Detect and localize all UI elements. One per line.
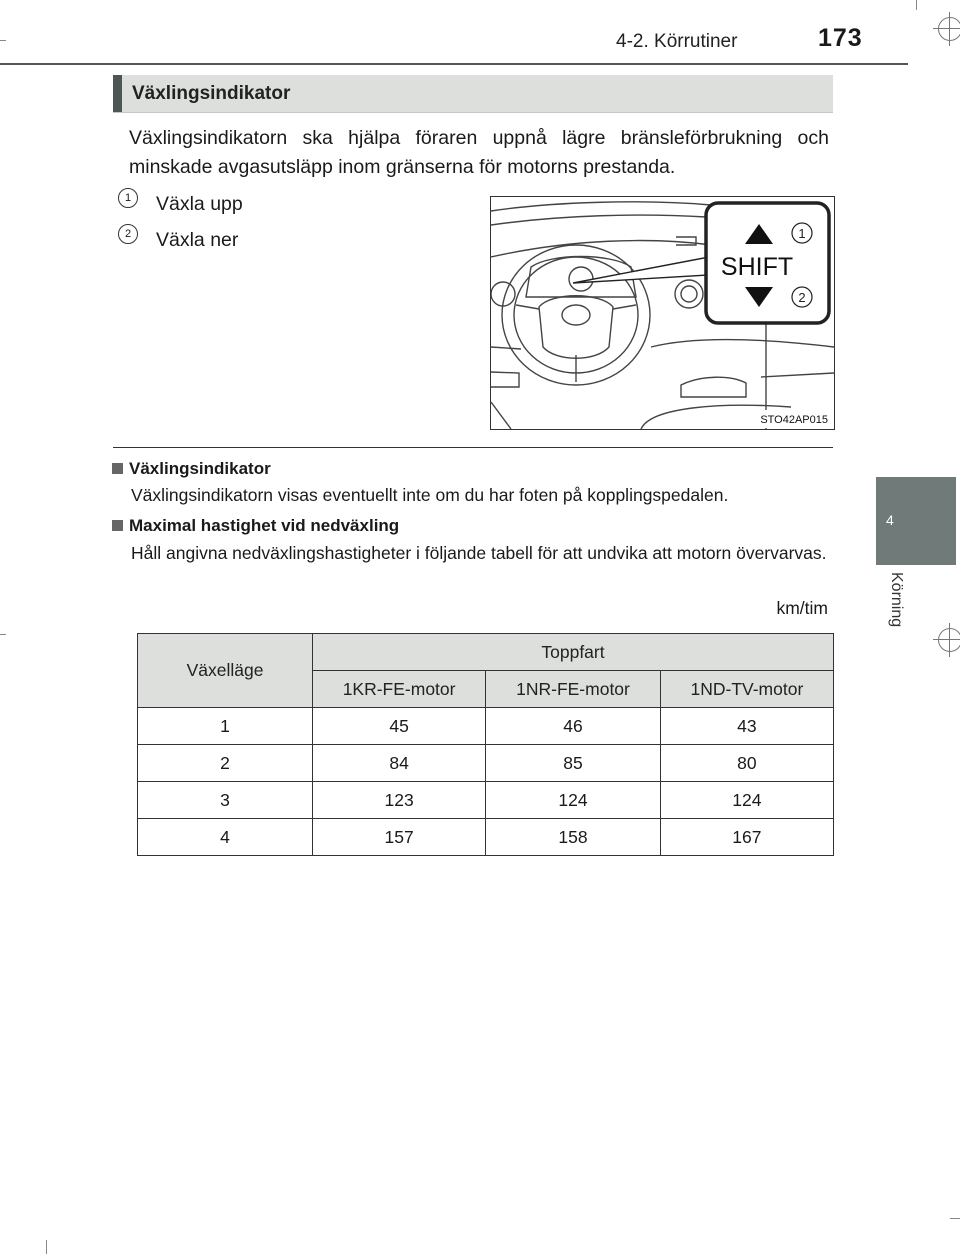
column-header-engine: 1NR-FE-motor <box>486 671 661 708</box>
table-cell: 157 <box>313 819 486 856</box>
crop-mark <box>0 40 6 41</box>
section-title-bar <box>113 75 833 113</box>
section-title: Växlingsindikator <box>132 83 291 104</box>
table-row <box>138 708 834 745</box>
chapter-title: Körning <box>888 572 905 628</box>
table-cell: 1 <box>138 708 313 745</box>
column-header-engine: 1KR-FE-motor <box>313 671 486 708</box>
illustration-code: STO42AP015 <box>760 414 828 426</box>
table-cell: 43 <box>660 708 833 745</box>
table-row <box>138 745 834 782</box>
table-cell: 124 <box>486 782 661 819</box>
note-text: Växlingsindikatorn visas eventuellt inte om du har foten på kopplingspedalen. <box>131 485 729 505</box>
crop-mark <box>0 634 6 635</box>
note-text: Håll angivna nedväxlingshastigheter i följande tabell för att undvika att motorn övervarvas. <box>131 543 827 563</box>
item-label: Växla upp <box>156 193 243 215</box>
section-label: 4-2. Körrutiner <box>616 31 738 52</box>
intro-paragraph: Växlingsindikatorn ska hjälpa föraren uppnå lägre bränsleförbrukning och minskade avgasutsläpp inom gränserna för motorns prestanda. <box>129 127 829 178</box>
section-divider <box>113 447 833 448</box>
note-heading-text: Växlingsindikator <box>129 459 271 478</box>
item-label: Växla ner <box>156 229 239 251</box>
dashboard-drawing <box>491 197 834 429</box>
table-cell: 167 <box>660 819 833 856</box>
table-cell: 85 <box>486 745 661 782</box>
table-cell: 46 <box>486 708 661 745</box>
table-cell: 3 <box>138 782 313 819</box>
table-row <box>138 782 834 819</box>
table-cell: 45 <box>313 708 486 745</box>
crop-mark <box>950 1218 960 1219</box>
column-header-gear: Växelläge <box>138 634 313 708</box>
dashboard-illustration <box>490 196 835 430</box>
crop-mark <box>46 1240 47 1254</box>
note-heading-text: Maximal hastighet vid nedväxling <box>129 516 400 535</box>
callout-badge: 1 <box>118 188 138 208</box>
table-cell: 80 <box>660 745 833 782</box>
table-cell: 4 <box>138 819 313 856</box>
square-bullet-icon <box>112 520 123 531</box>
header-rule <box>0 63 908 65</box>
page-number: 173 <box>818 24 863 52</box>
table-cell: 84 <box>313 745 486 782</box>
title-marker <box>113 75 122 112</box>
downshift-speed-table <box>137 633 834 856</box>
registration-mark <box>938 628 960 652</box>
table-cell: 2 <box>138 745 313 782</box>
table-cell: 123 <box>313 782 486 819</box>
callout-badge: 2 <box>118 224 138 244</box>
note-heading <box>112 516 399 536</box>
table-cell: 124 <box>660 782 833 819</box>
crop-mark <box>916 0 917 10</box>
note-heading <box>112 459 271 479</box>
square-bullet-icon <box>112 463 123 474</box>
table-cell: 158 <box>486 819 661 856</box>
table-unit: km/tim <box>776 598 828 618</box>
column-group-header: Toppfart <box>313 634 834 671</box>
registration-mark <box>938 17 960 41</box>
chapter-number: 4 <box>886 512 894 528</box>
column-header-engine: 1ND-TV-motor <box>660 671 833 708</box>
callout-number: 1 <box>798 226 806 241</box>
shift-indicator-text: SHIFT <box>720 253 794 281</box>
table-row <box>138 819 834 856</box>
callout-number: 2 <box>798 290 806 305</box>
